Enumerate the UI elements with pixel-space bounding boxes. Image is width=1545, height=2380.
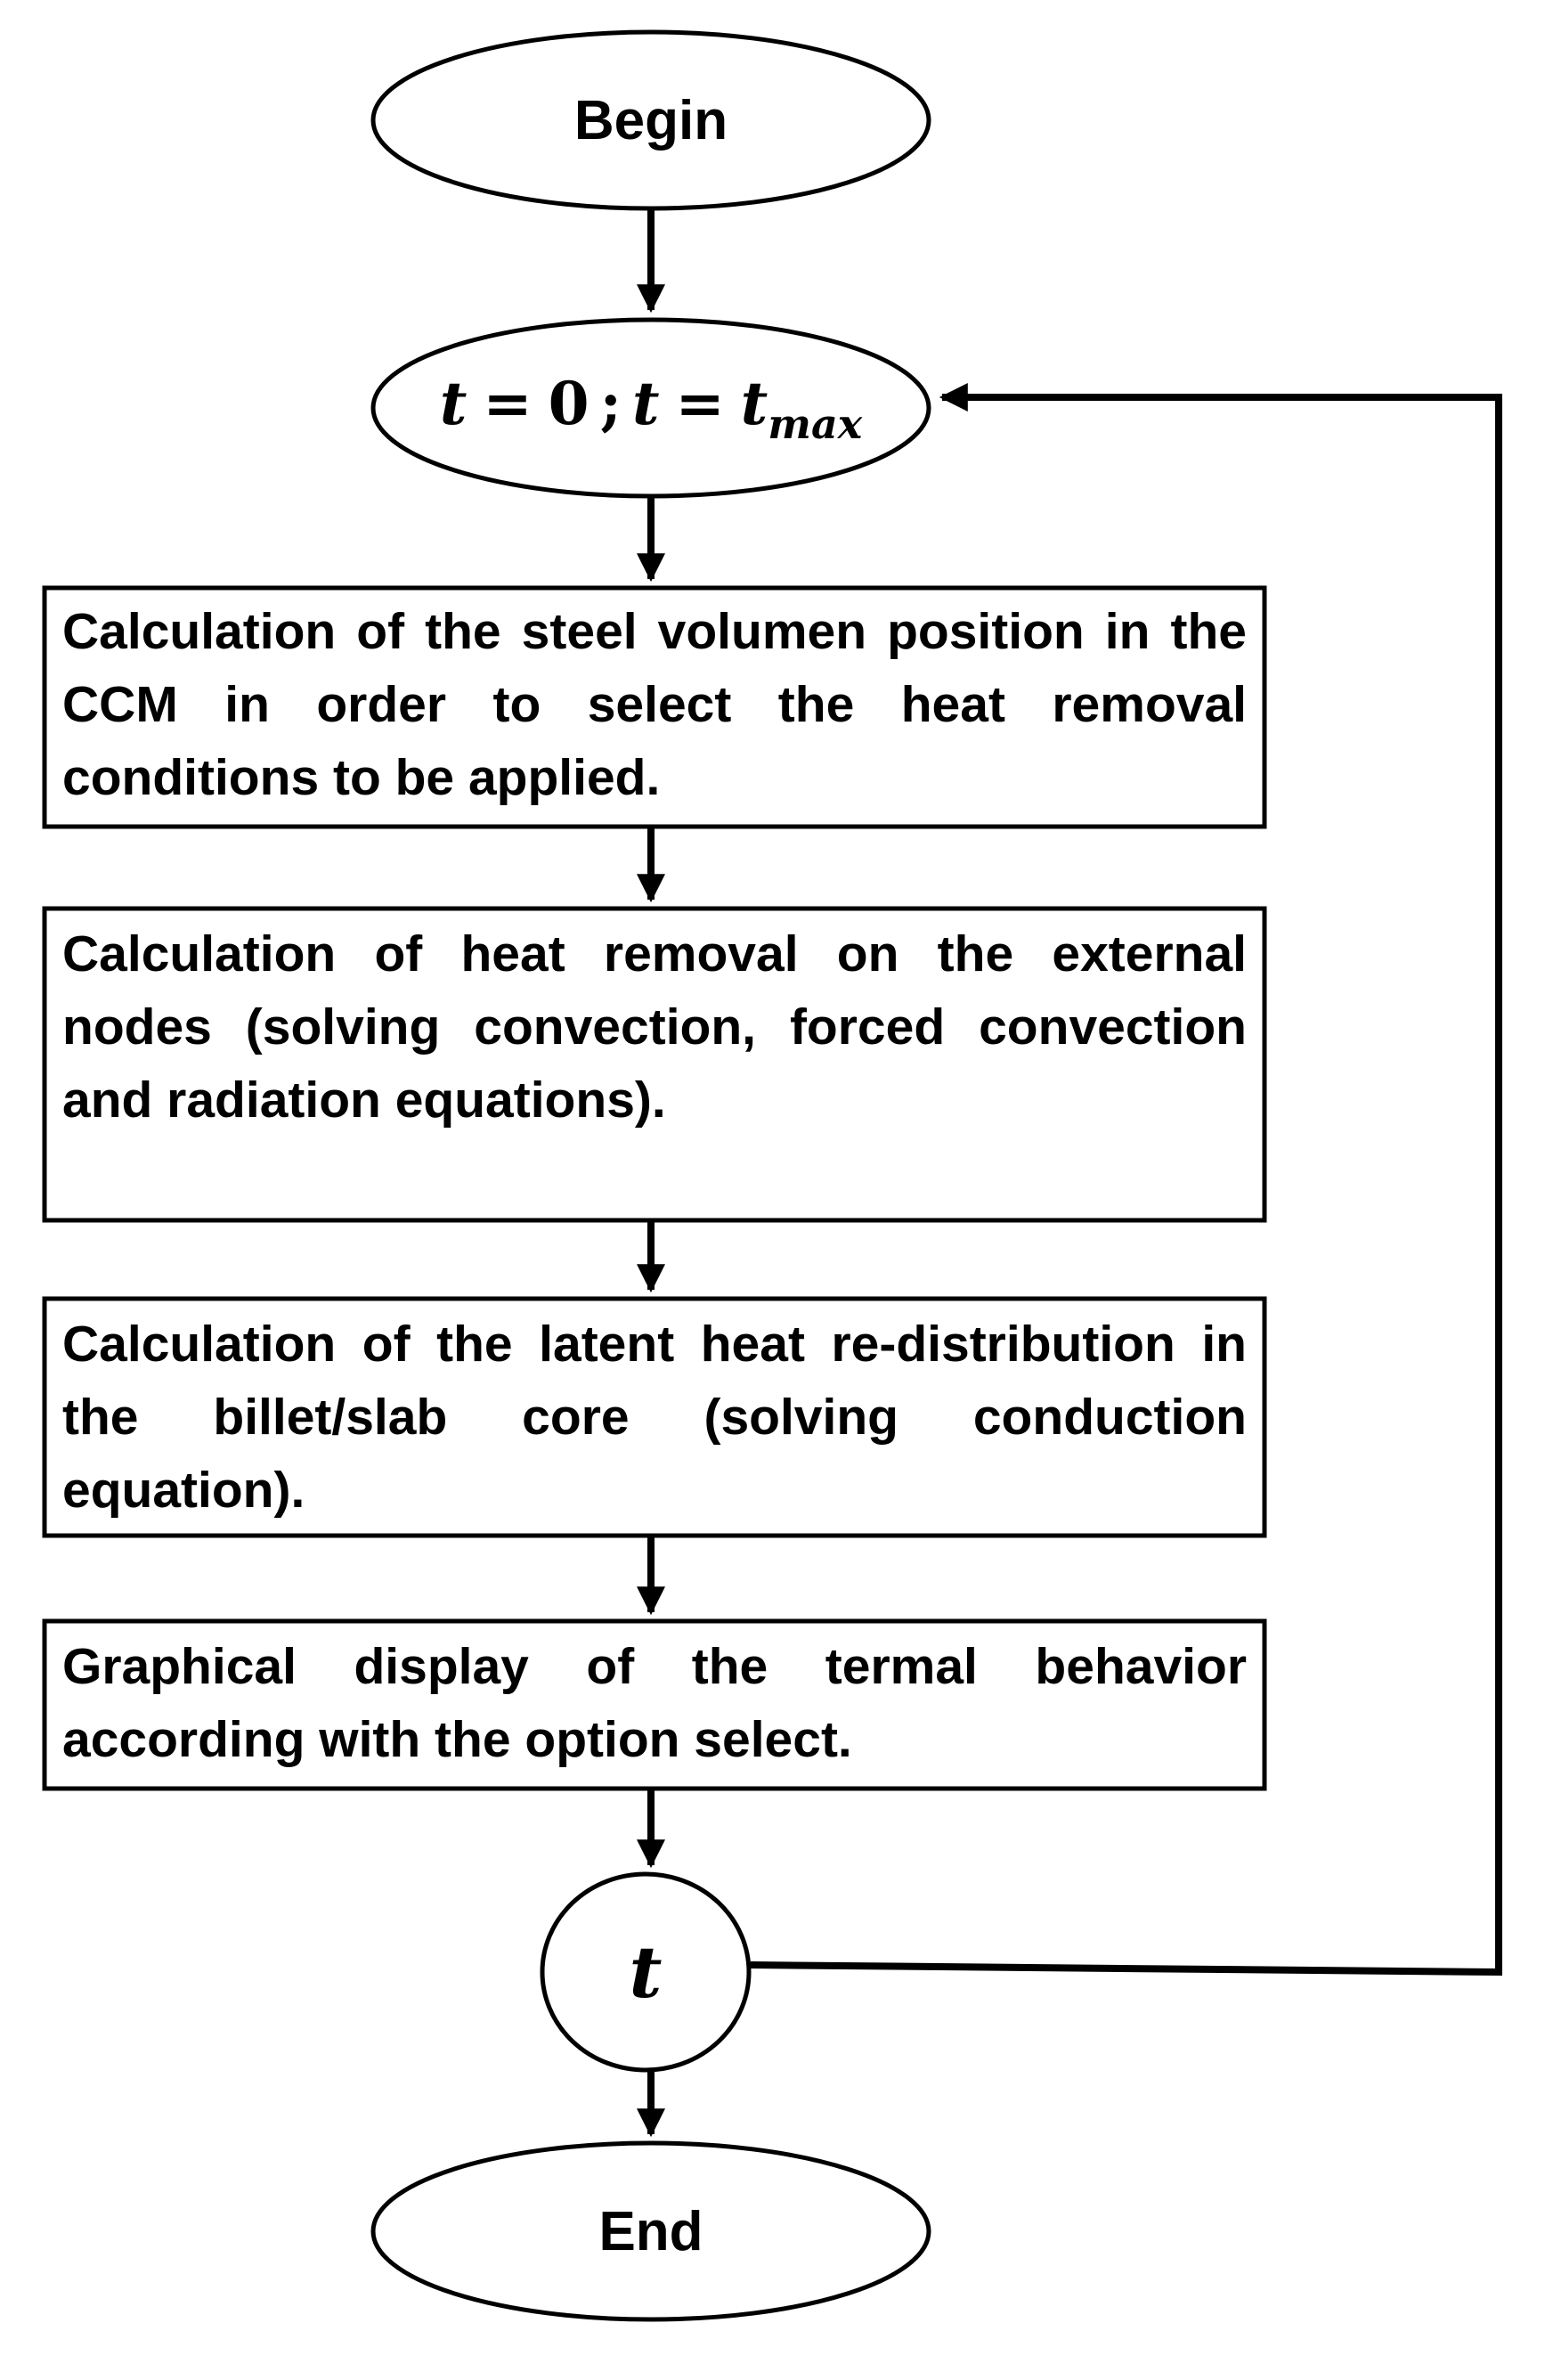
loop-equals-2: = — [675, 368, 725, 438]
loop-var-t-3: t — [740, 368, 768, 438]
loop-var-t: t — [439, 368, 468, 438]
loop-var-t-2: t — [631, 368, 660, 438]
step-4-text: Graphical display of the termal behavior according with the option select. — [62, 1638, 1247, 1768]
end-label — [373, 2143, 929, 2319]
decision-label — [542, 1874, 749, 2070]
loop-zero: 0 — [548, 368, 590, 438]
step-3-text: Calculation of the latent heat re-distribution in the billet/slab core (solving conduction equation). — [62, 1316, 1247, 1519]
step-1-text: Calculation of the steel volumen position in the CCM in order to select the heat removal conditions to be applied. — [62, 603, 1247, 806]
loop-init-equation — [440, 369, 862, 448]
step-2-text: Calculation of heat removal on the external nodes (solving convection, forced convection and radiation equations). — [62, 925, 1247, 1129]
end-text: End — [598, 2200, 703, 2262]
loop-subscript-max: max — [768, 399, 863, 448]
begin-text: Begin — [573, 89, 728, 151]
loop-equals-1: = — [483, 368, 533, 438]
loop-init-label — [373, 320, 929, 496]
begin-label — [373, 32, 929, 208]
loop-separator: ; — [599, 368, 622, 438]
decision-var-t: t — [629, 1930, 663, 2014]
